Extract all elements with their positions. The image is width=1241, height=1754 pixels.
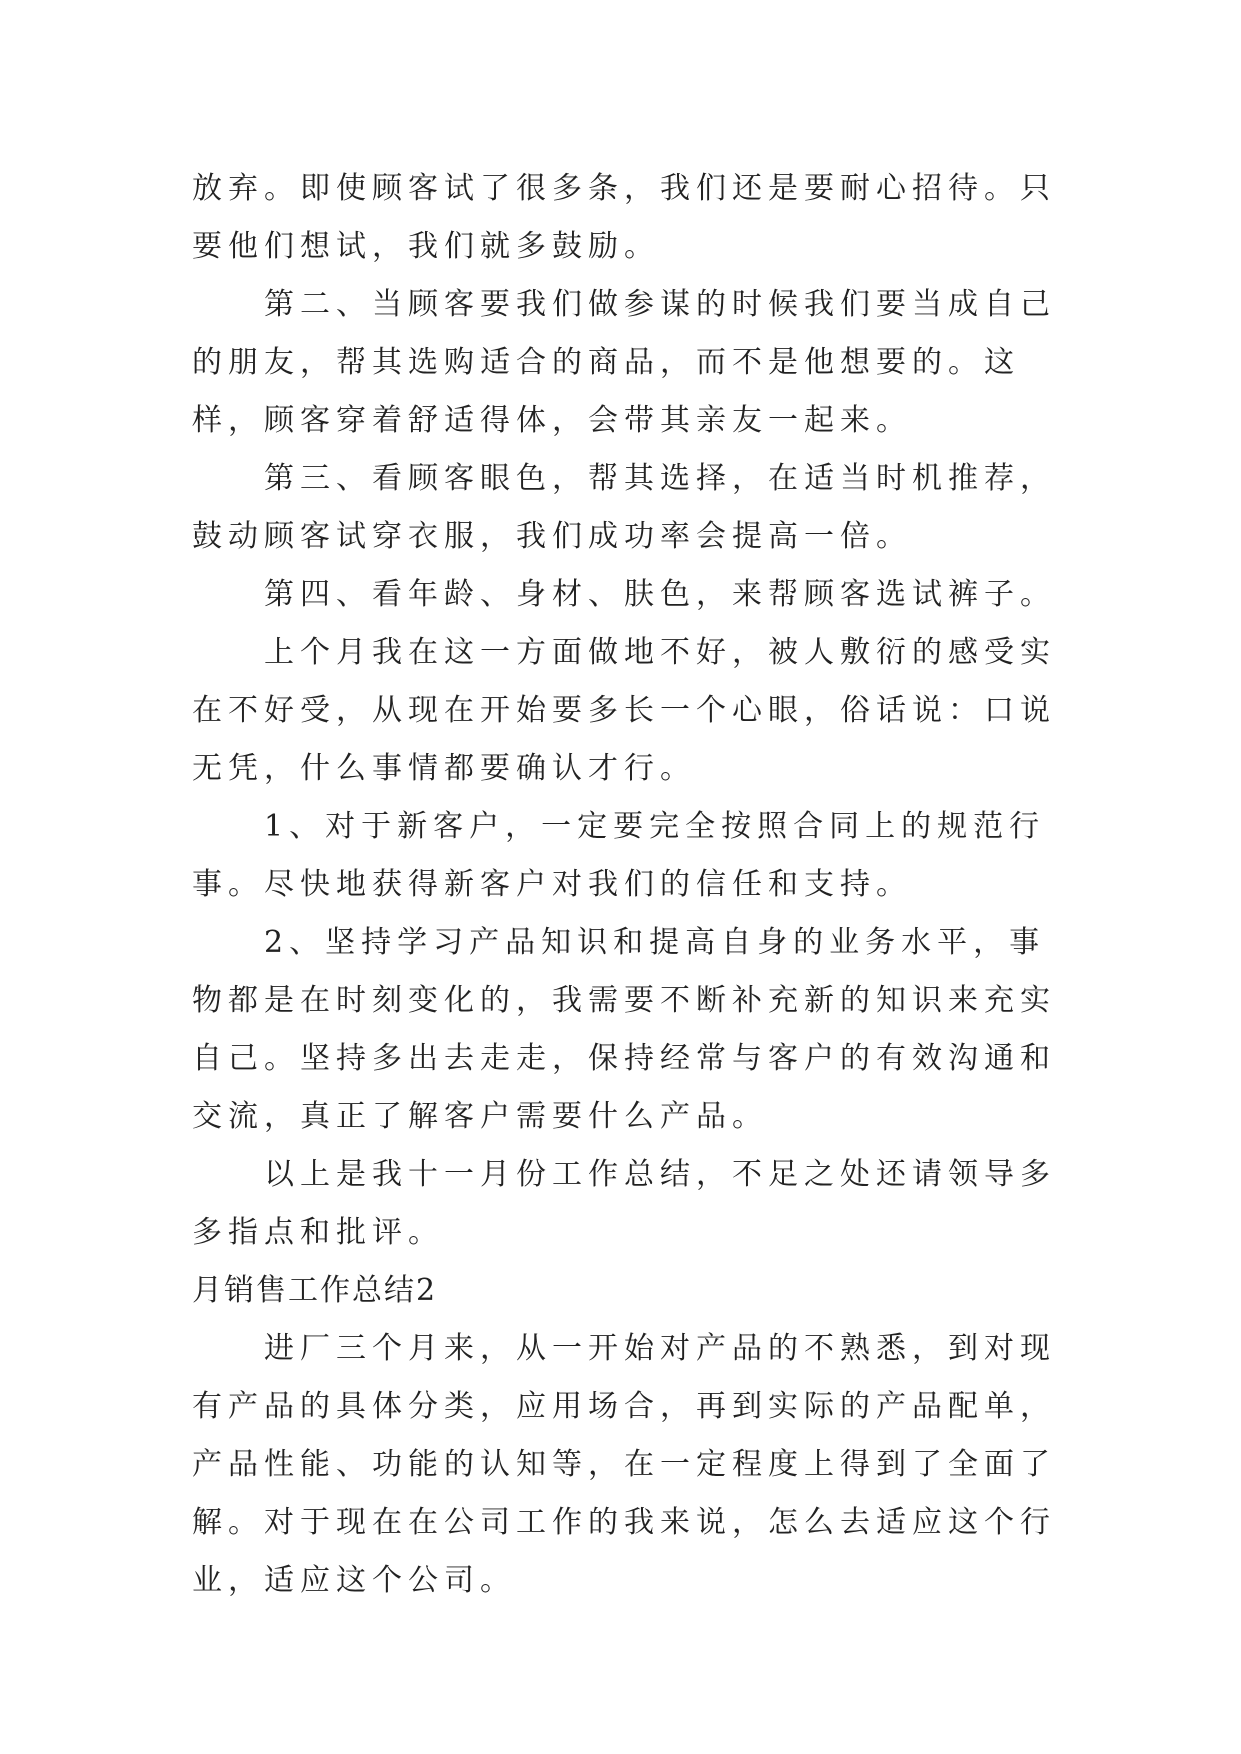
paragraph-7: 2、坚持学习产品知识和提高自身的业务水平，事物都是在时刻变化的，我需要不断补充新的知识来充实自己。坚持多出去走走，保持经常与客户的有效沟通和交流，真正了解客户需要什么产品。 [192,925,1056,1134]
paragraph-2: 第二、当顾客要我们做参谋的时候我们要当成自己的朋友，帮其选购适合的商品，而不是他想要的。这样，顾客穿着舒适得体，会带其亲友一起来。 [192,287,1056,438]
section-title: 月销售工作总结2 [192,1273,438,1308]
document-body [192,160,1072,1610]
paragraph-5: 上个月我在这一方面做地不好，被人敷衍的感受实在不好受，从现在开始要多长一个心眼，俗话说：口说无凭，什么事情都要确认才行。 [192,635,1056,786]
paragraph-1: 放弃。即使顾客试了很多条，我们还是要耐心招待。只要他们想试，我们就多鼓励。 [192,171,1056,264]
paragraph-8: 以上是我十一月份工作总结，不足之处还请领导多多指点和批评。 [192,1157,1056,1250]
paragraph-6: 1、对于新客户，一定要完全按照合同上的规范行事。尽快地获得新客户对我们的信任和支持。 [192,809,1046,902]
paragraph-3: 第三、看顾客眼色，帮其选择，在适当时机推荐，鼓动顾客试穿衣服，我们成功率会提高一倍。 [192,461,1056,554]
paragraph-4: 第四、看年龄、身材、肤色，来帮顾客选试裤子。 [264,577,1056,612]
section-paragraph-1: 进厂三个月来，从一开始对产品的不熟悉，到对现有产品的具体分类，应用场合，再到实际的产品配单，产品性能、功能的认知等，在一定程度上得到了全面了解。对于现在在公司工作的我来说，怎么去适应这个行业，适应这个公司。 [192,1331,1056,1598]
